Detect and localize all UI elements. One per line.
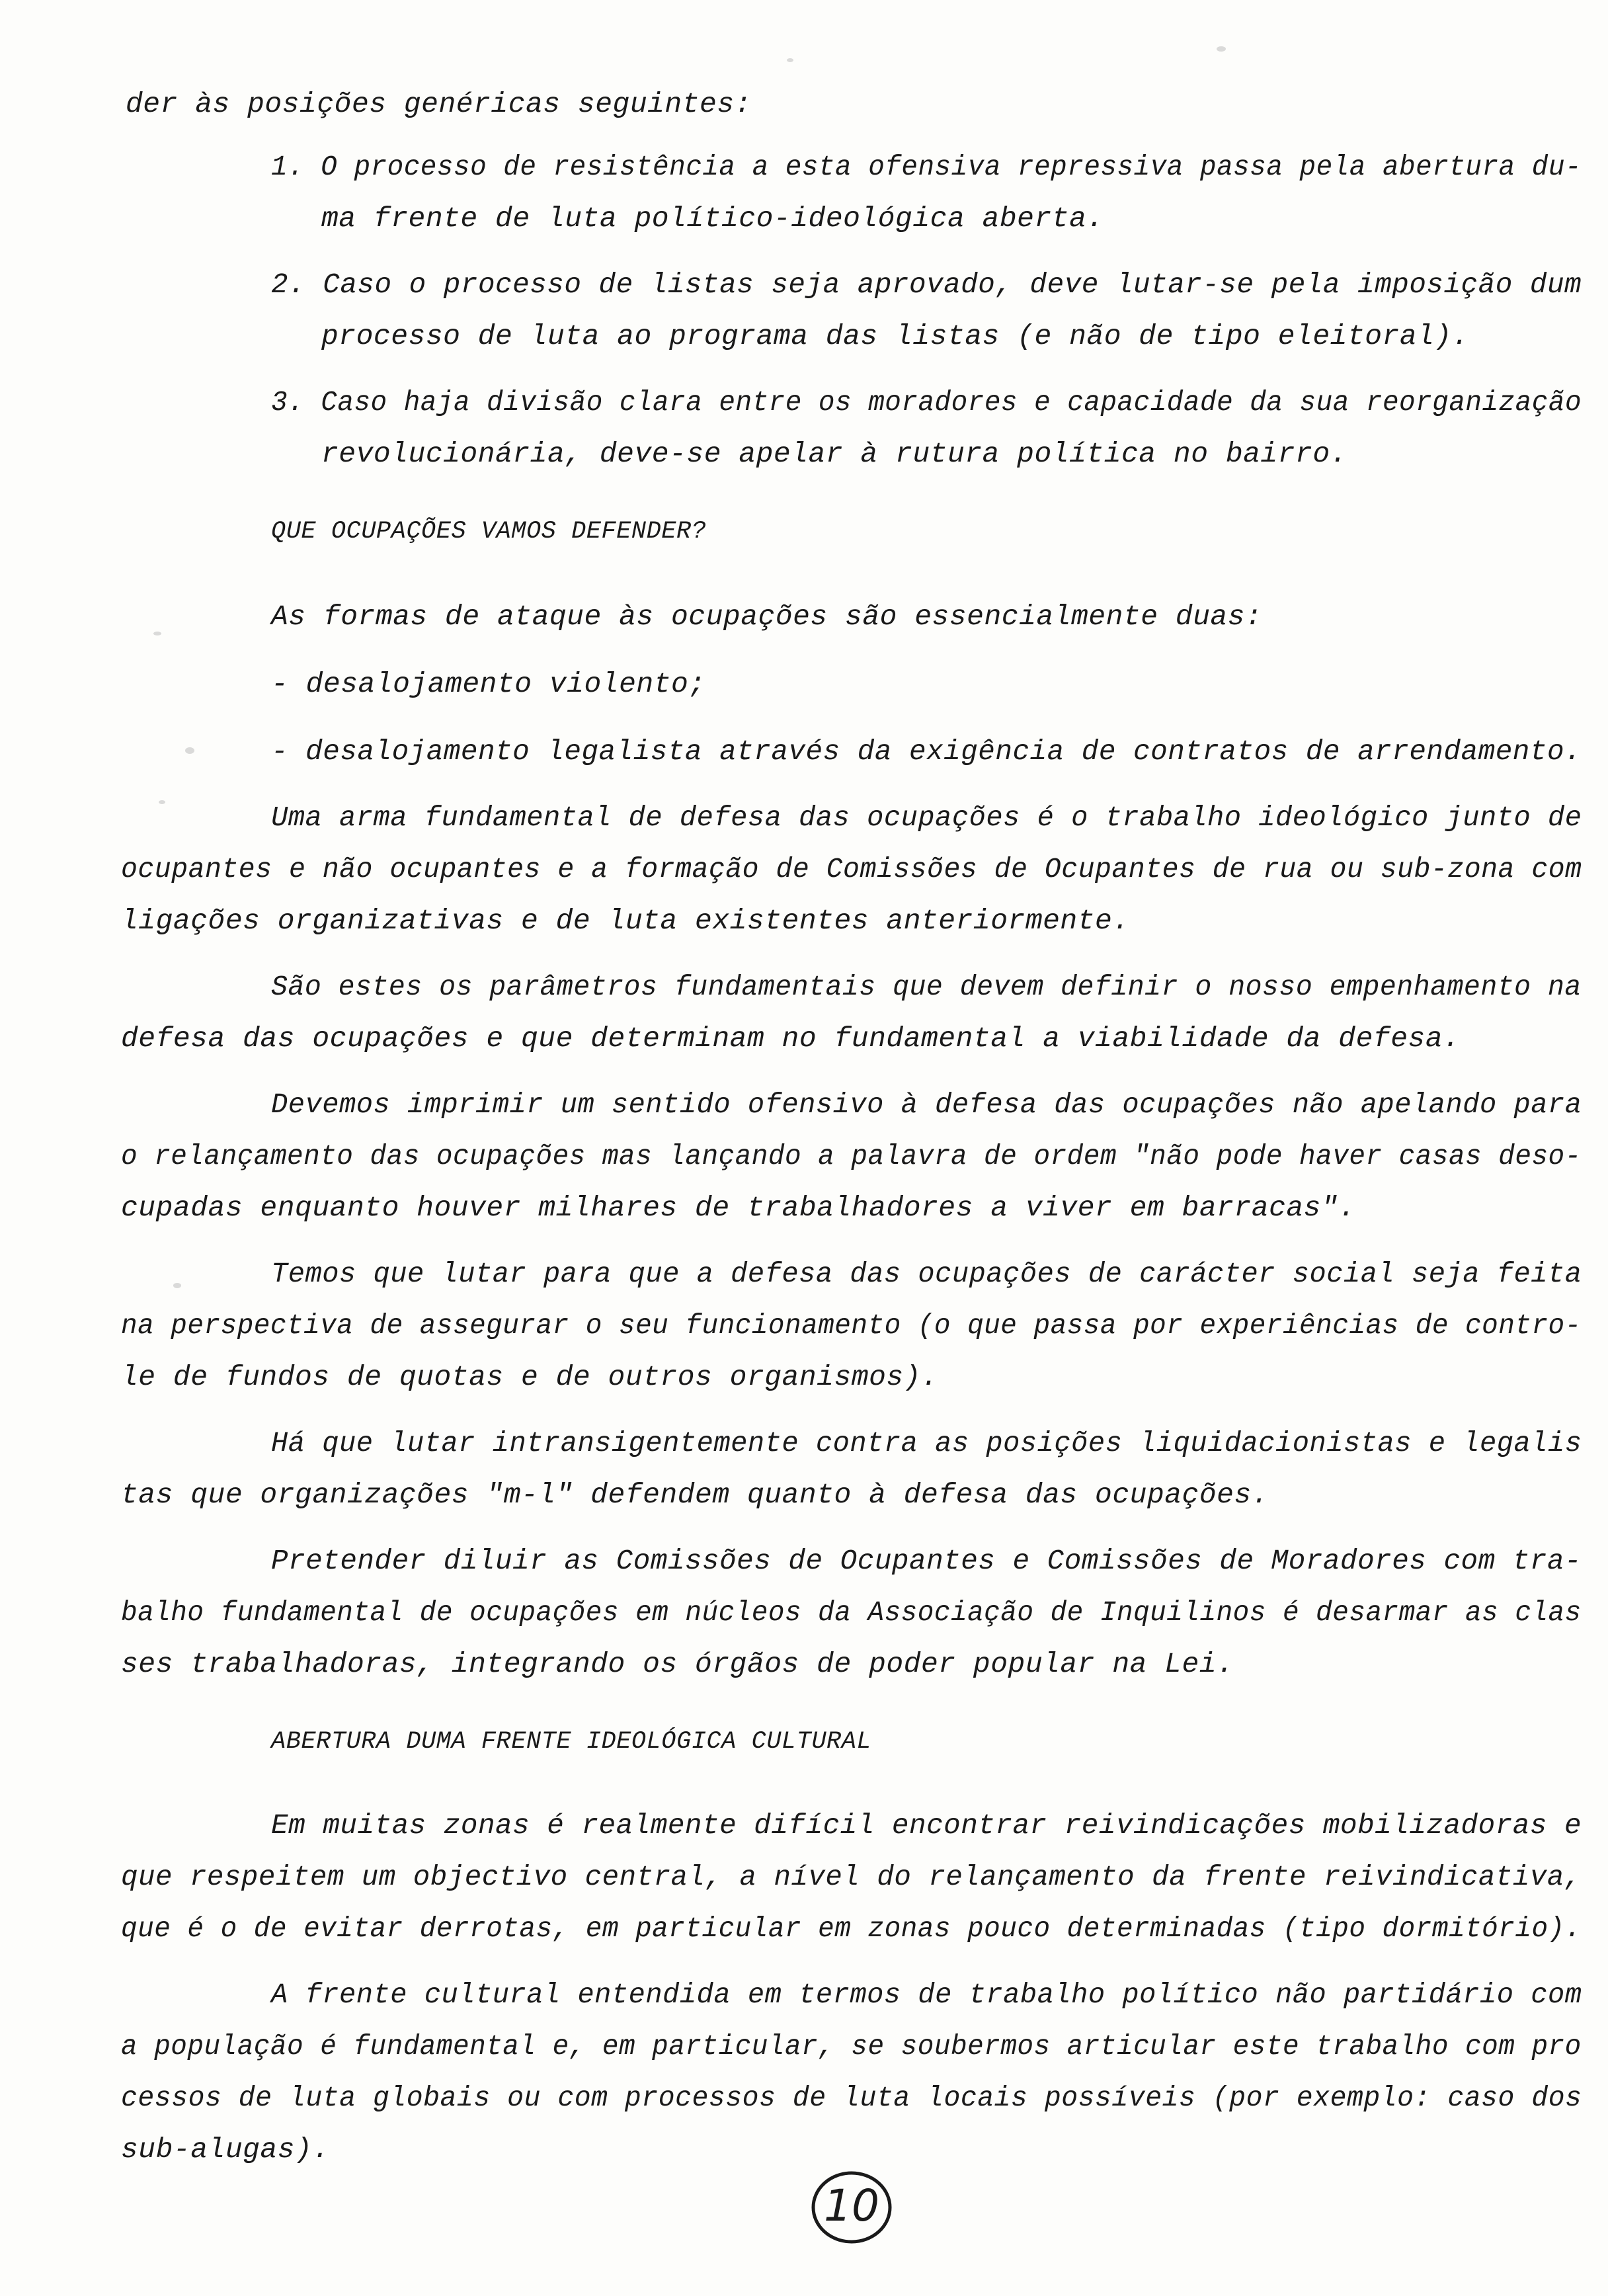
scan-speck [153, 632, 161, 636]
scan-speck [185, 747, 194, 754]
list-item-3: 3. Caso haja divisão clara entre os moradores e capacidade da sua reorganização [271, 386, 1582, 419]
paragraph-line: ligações organizativas e de luta existentes anteriormente. [121, 905, 1130, 937]
paragraph-line: Devemos imprimir um sentido ofensivo à defesa das ocupações não apelando para [271, 1088, 1582, 1121]
paragraph-line: ses trabalhadoras, integrando os órgãos de poder popular na Lei. [121, 1648, 1234, 1680]
paragraph-line: Há que lutar intransigentemente contra as posições liquidacionistas e legalis [271, 1427, 1582, 1459]
list-item-1-cont: ma frente de luta político-ideológica aberta. [321, 202, 1104, 235]
text-line: der às posições genéricas seguintes: [126, 88, 752, 120]
paragraph-line: le de fundos de quotas e de outros organismos). [121, 1361, 939, 1393]
scan-speck [159, 800, 165, 804]
paragraph-line: São estes os parâmetros fundamentais que devem definir o nosso empenhamento na [271, 971, 1582, 1003]
paragraph-line: Em muitas zonas é realmente difícil encontrar reivindicações mobilizadoras e [271, 1809, 1582, 1842]
bullet-item: - desalojamento violento; [271, 668, 706, 700]
paragraph-line: que respeitem um objectivo central, a nível do relançamento da frente reivindicativa, [121, 1861, 1582, 1893]
paragraph-line: tas que organizações "m-l" defendem quanto à defesa das ocupações. [121, 1479, 1269, 1511]
paragraph-line: balho fundamental de ocupações em núcleos da Associação de Inquilinos é desarmar as clas [121, 1596, 1582, 1629]
page-number: 10 [824, 2180, 879, 2231]
paragraph-line: ocupantes e não ocupantes e a formação de Comissões de Ocupantes de rua ou sub-zona com [121, 853, 1582, 885]
paragraph-line: defesa das ocupações e que determinam no fundamental a viabilidade da defesa. [121, 1022, 1461, 1055]
section-heading: QUE OCUPAÇÕES VAMOS DEFENDER? [271, 518, 707, 546]
list-item-2-cont: processo de luta ao programa das listas (e não de tipo eleitoral). [321, 320, 1470, 352]
paragraph-line: Temos que lutar para que a defesa das ocupações de carácter social seja feita [271, 1258, 1582, 1290]
paragraph-line: sub-alugas). [121, 2133, 330, 2166]
paragraph-line: cupadas enquanto houver milhares de trabalhadores a viver em barracas". [121, 1192, 1356, 1224]
paragraph-line: que é o de evitar derrotas, em particular em zonas pouco determinadas (tipo dormitório). [121, 1912, 1582, 1945]
page-number-circle [808, 2168, 895, 2246]
scan-speck [173, 1283, 181, 1288]
paragraph-line: Uma arma fundamental de defesa das ocupações é o trabalho ideológico junto de [271, 801, 1582, 834]
paragraph-line: A frente cultural entendida em termos de trabalho político não partidário com [271, 1979, 1582, 2011]
paragraph-line: cessos de luta globais ou com processos de luta locais possíveis (por exemplo: caso dos [121, 2082, 1582, 2114]
list-item-2: 2. Caso o processo de listas seja aprovado, deve lutar-se pela imposição dum [271, 268, 1582, 301]
paragraph-line: a população é fundamental e, em particular, se soubermos articular este trabalho com pro [121, 2030, 1582, 2063]
paragraph-line: o relançamento das ocupações mas lançando a palavra de ordem "não pode haver casas deso- [121, 1140, 1582, 1172]
list-item-3-cont: revolucionária, deve-se apelar à rutura política no bairro. [321, 438, 1347, 470]
paragraph-line: na perspectiva de assegurar o seu funcionamento (o que passa por experiências de contro- [121, 1309, 1582, 1342]
bullet-item: - desalojamento legalista através da exigência de contratos de arrendamento. [271, 735, 1582, 768]
section-heading: ABERTURA DUMA FRENTE IDEOLÓGICA CULTURAL [271, 1728, 872, 1756]
scan-speck [1217, 46, 1226, 52]
text-line: As formas de ataque às ocupações são essencialmente duas: [271, 600, 1263, 633]
paragraph-line: Pretender diluir as Comissões de Ocupantes e Comissões de Moradores com tra- [271, 1545, 1582, 1577]
scan-speck [787, 58, 793, 62]
list-item-1: 1. O processo de resistência a esta ofensiva repressiva passa pela abertura du- [271, 151, 1582, 183]
